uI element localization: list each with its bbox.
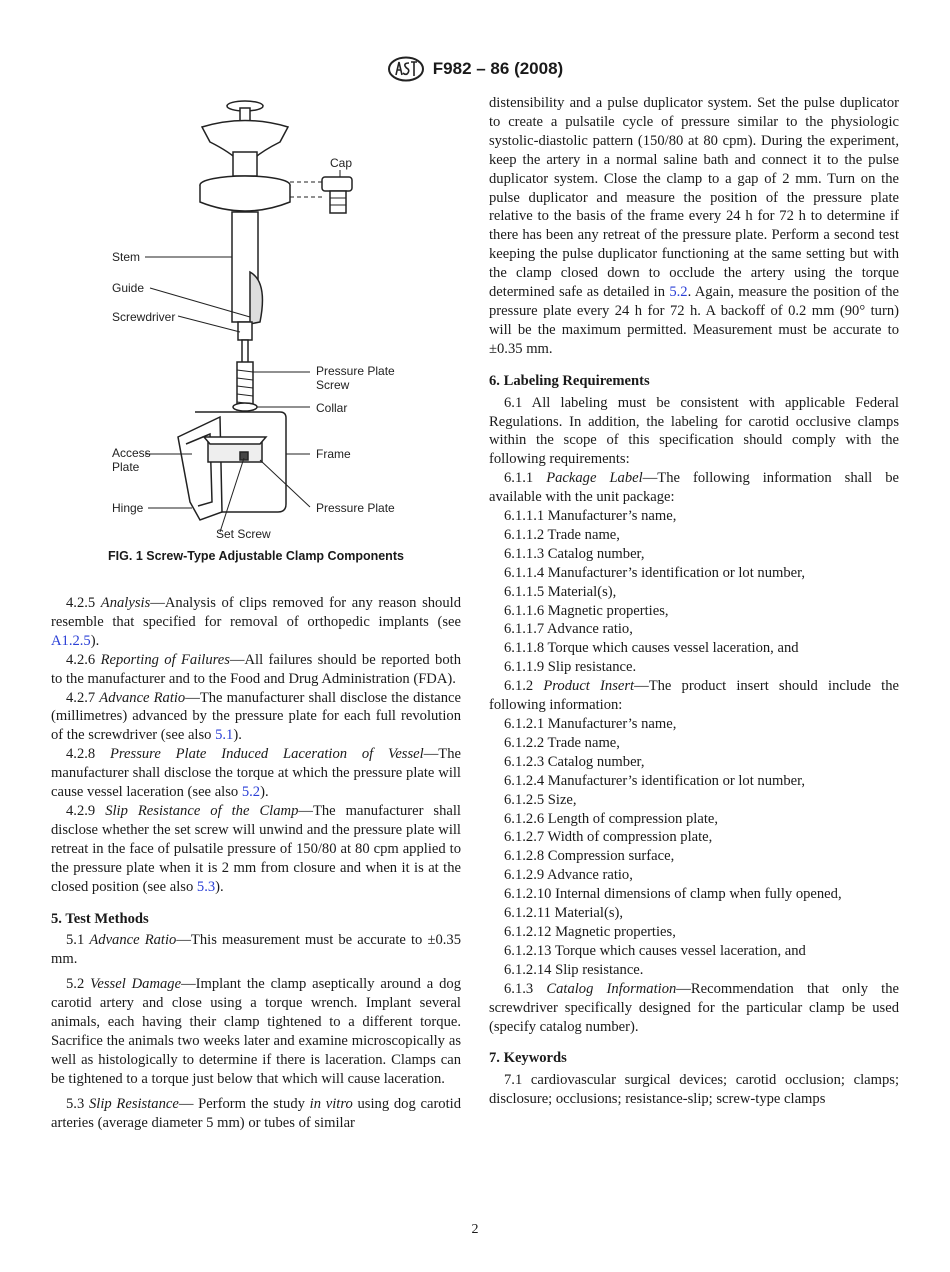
page-header: [0, 56, 950, 82]
section-6-heading: 6. Labeling Requirements: [489, 372, 650, 389]
para-5-3-continued: distensibility and a pulse duplicator system. Set the pulse duplicator to create a pulsatile cycle of pressure similar to the physiologic systolic-diastolic pattern (150/80 at 80 cpm). During the experiment, keep the artery in a normal saline bath and connect it to the pulse duplicator system. Close the clamp to a gap of 2 mm. Turn on the pulse duplicator and measure the position of the pressure plate relative to the basis of the frame every 24 h for 72 h to determine if there has been any retreat of the pressure plate. Perform a second test keeping the pulse duplicator functioning at the same setting but with the clamp closed down to occlude the artery using the torque determined safe as detailed in 5.2. Again, measure the position of the pressure plate every 24 h for 72 h. A backoff of 0.2 mm (90° turn) will be the maximum permitted. Measurement must be accurate to ±0.35 mm.: [489, 95, 900, 357]
label-pressure-plate-screw-1: Pressure Plate: [316, 364, 395, 378]
list-item: 6.1.2.1 Manufacturer’s name,: [504, 716, 677, 732]
collar: [233, 403, 257, 411]
list-item: 6.1.1.4 Manufacturer’s identification or lot number,: [504, 564, 806, 581]
para-4-2-6: 4.2.6 Reporting of Failures—All failures should be reported both to the manufacturer and to the Food and Drug Administration (FDA).: [51, 651, 461, 687]
label-screwdriver: Screwdriver: [112, 310, 176, 324]
access-plate: [178, 417, 222, 520]
list-item: 6.1.1.6 Magnetic properties,: [504, 602, 669, 619]
list-item: 6.1.1.7 Advance ratio,: [504, 621, 633, 638]
label-frame: Frame: [316, 447, 351, 461]
para-6-1-1: 6.1.1 Package Label—The following information shall be available with the unit package:: [489, 470, 899, 506]
list-item: 6.1.2.13 Torque which causes vessel laceration, and: [504, 942, 806, 959]
list-item: 6.1.1.3 Catalog number,: [504, 545, 645, 562]
list-item: 6.1.2.3 Catalog number,: [504, 753, 645, 770]
leader-screwdriver: [178, 316, 240, 332]
para-6-1-3: 6.1.3 Catalog Information—Recommendation that only the screwdriver specifically designed for the particular clamp be used (specify catalog number).: [489, 980, 899, 1035]
list-item: 6.1.2.8 Compression surface,: [504, 848, 675, 865]
list-item: 6.1.1.5 Material(s),: [504, 583, 617, 600]
para-6-1-2: 6.1.2 Product Insert—The product insert should include the following information:: [489, 678, 900, 714]
list-item: 6.1.2.7 Width of compression plate,: [504, 829, 713, 846]
list-item: 6.1.2.9 Advance ratio,: [504, 867, 633, 884]
para-5-1: 5.1 Advance Ratio—This measurement must be accurate to ±0.35 mm.: [51, 932, 461, 968]
ref-5-2-link[interactable]: 5.2: [241, 784, 261, 801]
label-set-screw: Set Screw: [216, 527, 271, 541]
clamp-diagram: [100, 92, 430, 542]
list-item: 6.1.1.2 Trade name,: [504, 526, 620, 543]
label-hinge: Hinge: [112, 501, 144, 515]
para-7-1: 7.1 cardiovascular surgical devices; carotid occlusion; clamps; disclosure; occlusions; resistance-slip; screw-type clamps: [489, 1072, 899, 1108]
label-access-plate-2: Plate: [112, 460, 140, 474]
document-id: F982 – 86 (2008): [432, 59, 564, 78]
cap-threads: [330, 191, 346, 213]
guide: [250, 272, 262, 324]
left-column: [51, 594, 461, 1132]
list-item: 6.1.2.14 Slip resistance.: [504, 961, 644, 978]
list-item: 6.1.2.4 Manufacturer’s identification or lot number,: [504, 772, 806, 789]
para-6-1: 6.1 All labeling must be consistent with applicable Federal Regulations. In addition, the labeling for carotid occlusive clamps within the scope of this specification should comply with the following requirements:: [489, 394, 899, 468]
list-item: 6.1.1.1 Manufacturer’s name,: [504, 508, 677, 525]
clamp-figure: [100, 92, 430, 542]
figure-caption: FIG. 1 Screw-Type Adjustable Clamp Components: [108, 549, 404, 563]
para-4-2-8: 4.2.8 Pressure Plate Induced Laceration of Vessel—The manufacturer shall disclose the torque at which the pressure plate will cause vessel laceration (see also 5.2).: [51, 746, 461, 801]
list-item: 6.1.2.10 Internal dimensions of clamp when fully opened,: [504, 886, 842, 903]
pressure-plate-top: [204, 437, 266, 444]
astm-logo-icon: [387, 56, 425, 82]
para-4-2-5: 4.2.5 Analysis—Analysis of clips removed for any reason should resemble that specified for removal of orthopedic implants (see A1.2.5).: [51, 595, 461, 649]
ref-5-2-link-2[interactable]: 5.2: [669, 284, 688, 301]
label-guide: Guide: [112, 281, 145, 295]
cap-top: [322, 177, 352, 191]
section-7-heading: 7. Keywords: [489, 1050, 567, 1067]
right-column: [489, 94, 899, 1109]
list-item: 6.1.2.12 Magnetic properties,: [504, 923, 676, 940]
para-4-2-7: 4.2.7 Advance Ratio—The manufacturer shall disclose the distance (millimetres) advanced by the pressure plate for each full revolution of the screwdriver (see also 5.1).: [51, 689, 461, 744]
ref-5-1-link[interactable]: 5.1: [215, 727, 234, 744]
list-item: 6.1.2.6 Length of compression plate,: [504, 810, 718, 827]
para-4-2-9: 4.2.9 Slip Resistance of the Clamp—The manufacturer shall disclose whether the set screw will unwind and the pressure plate will retreat in the face of pulsatile pressure of 150/80 at 80 cpm applied to the pressure plate when it is 2 mm from closure and when it is at the closed position (see also 5.3).: [51, 802, 461, 895]
list-item: 6.1.2.2 Trade name,: [504, 734, 620, 751]
stem-disc-side: [200, 185, 290, 211]
para-5-2: 5.2 Vessel Damage—Implant the clamp aseptically around a dog carotid artery and close using a torque wrench. Implant several animals, each having their clamp tightened to a different torque. Sacrifice the animals two weeks later and examine microscopically as well as histologically to determine if there is laceration. Clamps can be tightened to a torque just below that which will cause laceration.: [51, 976, 461, 1087]
ref-a1-2-5-link[interactable]: A1.2.5: [51, 632, 91, 649]
label-pressure-plate: Pressure Plate: [316, 501, 395, 515]
page-number: 2: [471, 1222, 479, 1237]
label-stem: Stem: [112, 250, 141, 264]
list-item: 6.1.2.11 Material(s),: [504, 905, 624, 922]
label-access-plate-1: Access: [112, 446, 151, 460]
list-item: 6.1.1.9 Slip resistance.: [504, 659, 637, 676]
label-collar: Collar: [316, 401, 348, 415]
label-cap: Cap: [330, 156, 353, 170]
list-item: 6.1.2.5 Size,: [504, 791, 577, 808]
screwdriver-tip: [238, 322, 252, 340]
label-pressure-plate-screw-2: Screw: [316, 378, 350, 392]
handle-neck: [233, 152, 257, 176]
ref-5-3-link[interactable]: 5.3: [196, 878, 216, 895]
list-item: 6.1.1.8 Torque which causes vessel laceration, and: [504, 640, 799, 657]
para-5-3: 5.3 Slip Resistance— Perform the study in vitro using dog carotid arteries (average diameter 5 mm) or tubes of similar: [51, 1095, 462, 1131]
section-5-heading: 5. Test Methods: [51, 910, 149, 927]
